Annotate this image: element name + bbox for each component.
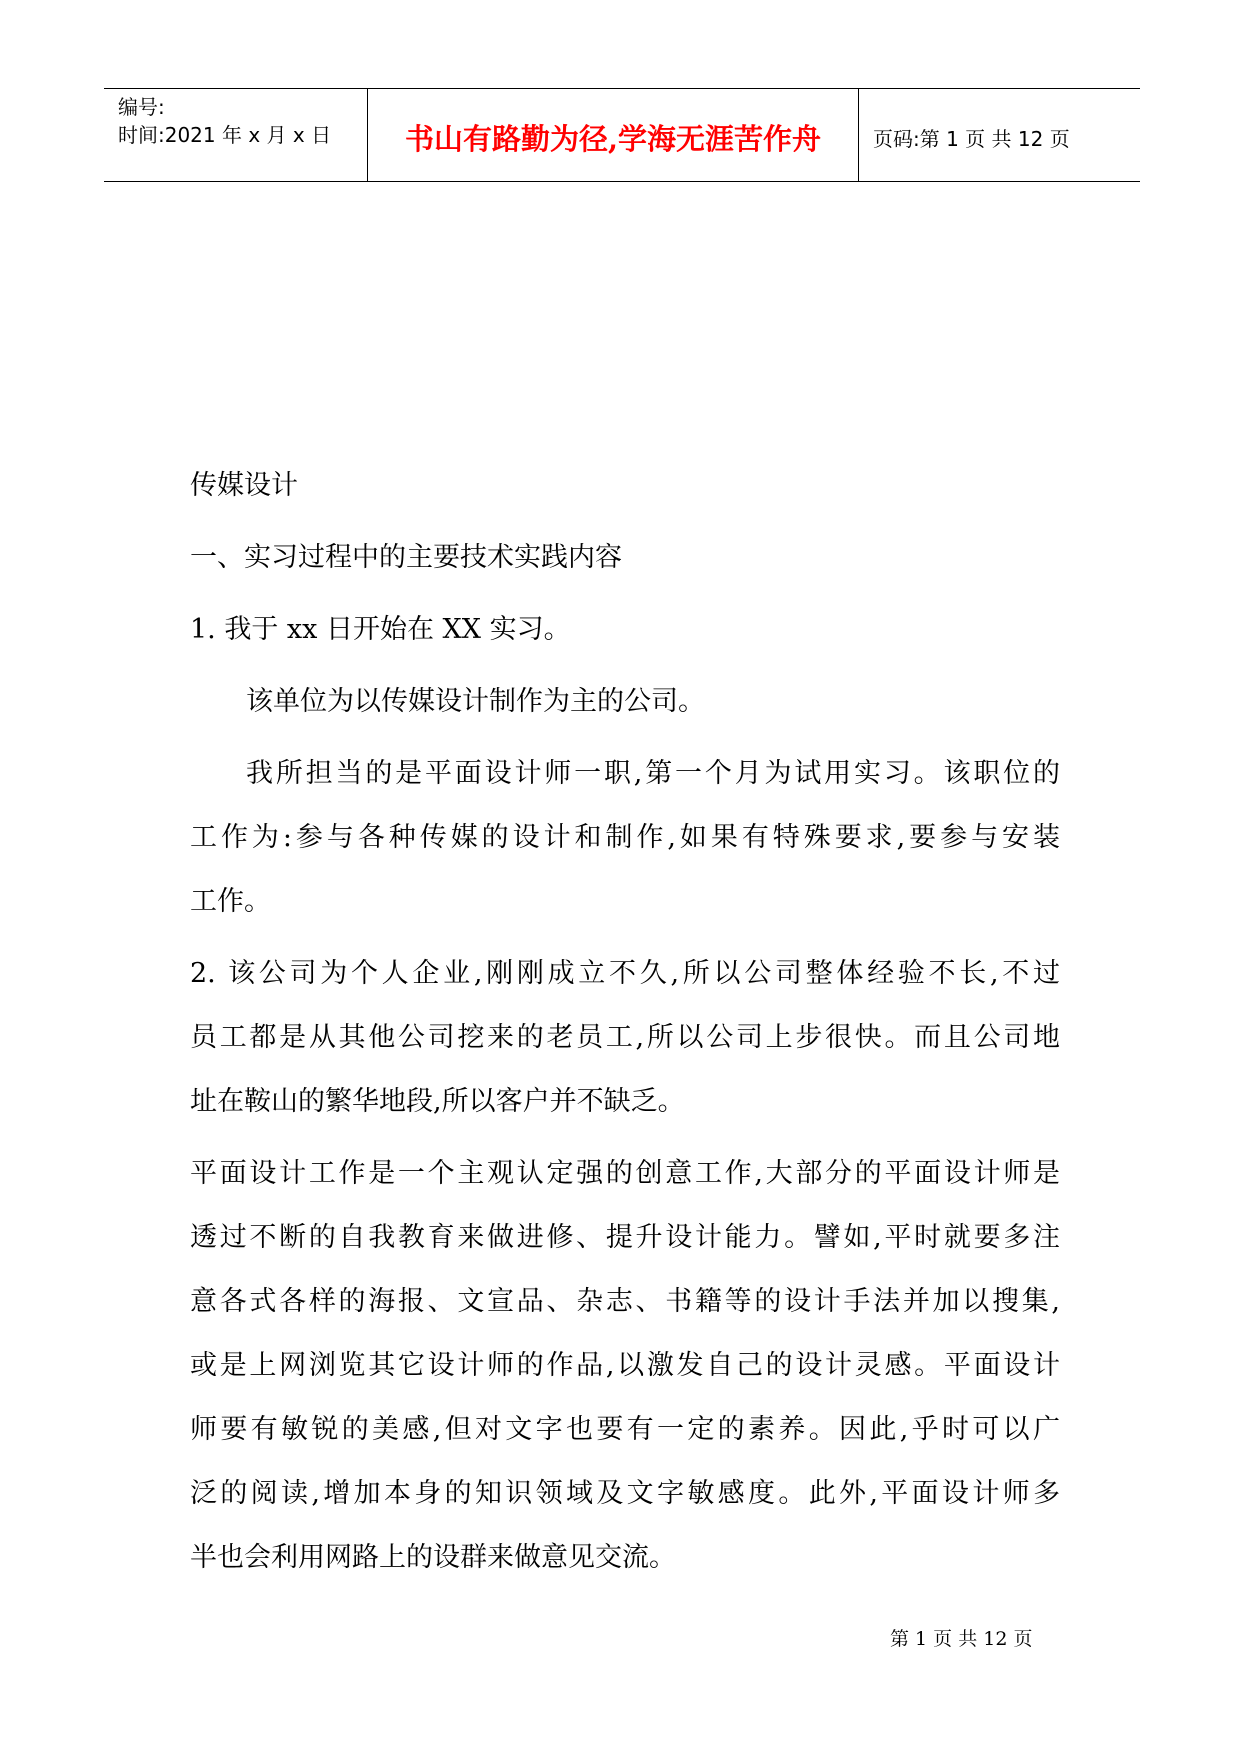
paragraph-4-line: 半也会利用网路上的设群来做意见交流。 (190, 1542, 676, 1573)
paragraph-4-line: 泛的阅读,增加本身的知识领域及文字敏感度。此外,平面设计师多 (190, 1478, 1060, 1509)
paragraph-3-line: 2. 该公司为个人企业,刚刚成立不久,所以公司整体经验不长,不过 (190, 958, 1060, 989)
header-date-label: 时间:2021 年 x 月 x 日 (118, 123, 332, 147)
footer-page-number: 第 1 页 共 12 页 (890, 1628, 1033, 1650)
document-title: 传媒设计 (190, 470, 298, 501)
document-header (104, 88, 1140, 182)
paragraph-3-line: 址在鞍山的繁华地段,所以客户并不缺乏。 (190, 1086, 685, 1117)
header-page-info: 页码:第 1 页 共 12 页 (873, 126, 1070, 151)
paragraph-4-line: 透过不断的自我教育来做进修、提升设计能力。譬如,平时就要多注 (190, 1222, 1060, 1253)
paragraph-4-line: 平面设计工作是一个主观认定强的创意工作,大部分的平面设计师是 (190, 1158, 1060, 1189)
header-meta-cell (104, 89, 368, 181)
document-body (190, 466, 1060, 1578)
item-1: 1. 我于 xx 日开始在 XX 实习。 (190, 614, 571, 645)
paragraph-4-line: 师要有敏锐的美感,但对文字也要有一定的素养。因此,乎时可以广 (190, 1414, 1060, 1445)
section-heading-1: 一、实习过程中的主要技术实践内容 (190, 542, 622, 573)
header-motto: 书山有路勤为径,学海无涯苦作舟 (368, 89, 859, 181)
paragraph-4-line: 意各式各样的海报、文宣品、杂志、书籍等的设计手法并加以搜集, (190, 1286, 1060, 1317)
paragraph-4-line: 或是上网浏览其它设计师的作品,以激发自己的设计灵感。平面设计 (190, 1350, 1060, 1381)
paragraph-4 (190, 1154, 1060, 1578)
header-number-label: 编号: (118, 95, 165, 119)
paragraph-2 (190, 754, 1060, 922)
paragraph-2-line: 工作。 (190, 886, 271, 917)
paragraph-3-line: 员工都是从其他公司挖来的老员工,所以公司上步很快。而且公司地 (190, 1022, 1060, 1053)
paragraph-1: 该单位为以传媒设计制作为主的公司。 (246, 686, 705, 717)
paragraph-2-line: 工作为:参与各种传媒的设计和制作,如果有特殊要求,要参与安装 (190, 822, 1060, 853)
paragraph-3 (190, 954, 1060, 1122)
paragraph-2-line: 我所担当的是平面设计师一职,第一个月为试用实习。该职位的 (246, 758, 1060, 789)
